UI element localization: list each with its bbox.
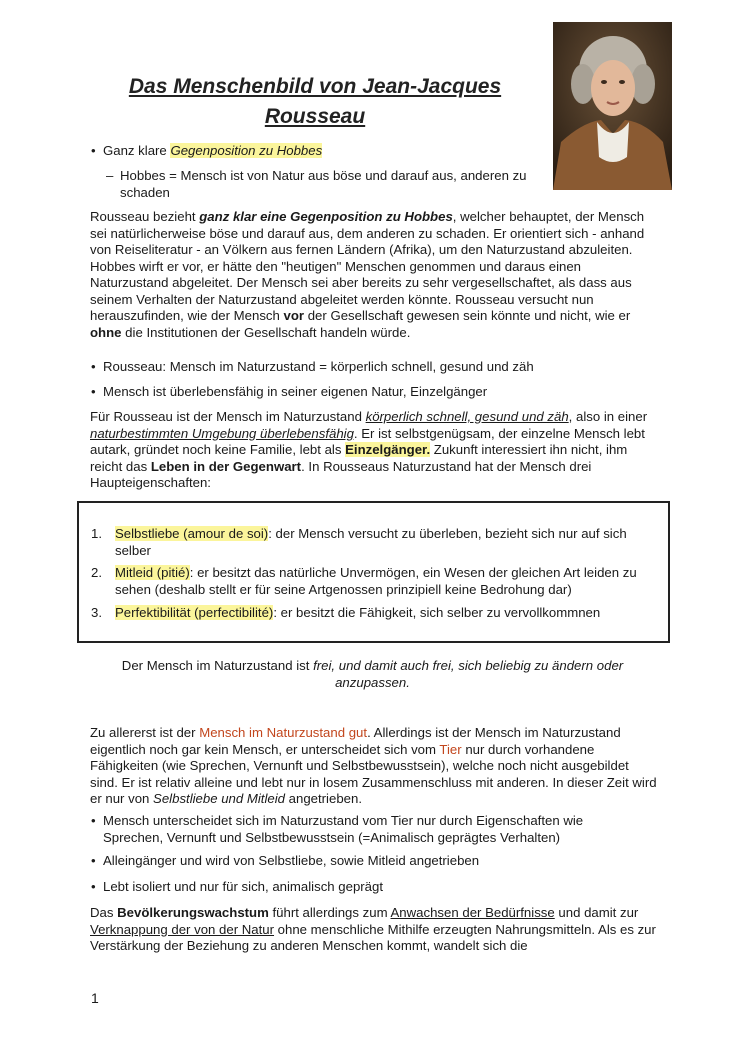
bullet-dot-icon: • [91, 359, 96, 374]
title-line-1: Das Menschenbild von Jean-Jacques [128, 75, 502, 98]
bullet-item: • Ganz klare Gegenposition zu Hobbes [91, 143, 323, 158]
highlight: Gegenposition zu Hobbes [170, 143, 323, 158]
paragraph-1: Rousseau bezieht ganz klar eine Gegenposition zu Hobbes, welcher behauptet, der Mensch sei natürlicherweise böse und darauf aus, dem anderen zu schaden. Er orientiert sich - anhand von Reiseliteratur - an Völkern aus fernen Ländern (Afrika), um den Naturzustand abzuleiten. Hobbes wirft er vor, er hätte den "heutigen" Menschen genommen und daraus einen Naturzustand abgeleitet. Der Mensch sei aber bereits zu sehr vergesellschaftet, als dass aus seinem Verhalten der Naturzustand abgeleitet werden könnte. Rousseau versucht nun herauszufinden, wie der Mensch vor der Gesellschaft gewesen sein könnte und nicht, wie er ohne die Institutionen der Gesellschaft handeln würde. [90, 209, 645, 340]
paragraph-3: Zu allererst ist der Mensch im Naturzustand gut. Allerdings ist der Mensch im Naturzustand eigentlich noch gar kein Mensch, er unterscheidet sich vom Tier nur durch vorhandene Fähigkeiten (wie Sprechen, Vernunft und Selbstbewusstsein), welche noch nicht ausgebildet sind. Er ist relativ alleine und lebt nur in losem Zusammenschluss mit anderen. In dieser Zeit wird er nur von Selbstliebe und Mitleid angetrieben. [90, 725, 657, 806]
sub-bullet-item: – Hobbes = Mensch ist von Natur aus böse und darauf aus, anderen zu schaden [106, 168, 527, 200]
bullet-dot-icon: • [91, 879, 96, 894]
list-item: 3. Perfektibilität (perfectibilité): er besitzt die Fähigkeit, sich selber zu vervollkommnen [91, 605, 601, 620]
bullet-item: • Mensch unterscheidet sich im Naturzustand vom Tier nur durch Eigenschaften wie Sprechen, Vernunft und Selbstbewusstsein (=Animalisch geprägtes Verhalten) [91, 813, 584, 845]
title-line-2: Rousseau [264, 105, 366, 128]
paragraph-4: Das Bevölkerungswachstum führt allerdings zum Anwachsen der Bedürfnisse und damit zur Verknappung der von der Natur ohne menschliche Mithilfe erzeugten Nahrungsmitteln. Als es zur Verstärkung der Beziehung zu anderen Menschen kommt, wandelt sich die [90, 905, 656, 953]
bullet-dot-icon: • [91, 853, 96, 868]
bullet-item: • Lebt isoliert und nur für sich, animalisch geprägt [91, 879, 384, 894]
rousseau-portrait [553, 22, 672, 190]
list-item: 1. Selbstliebe (amour de soi): der Mensch versucht zu überleben, bezieht sich nur auf sich selber [91, 526, 627, 558]
list-item: 2. Mitleid (pitié): er besitzt das natürliche Unvermögen, ein Wesen der gleichen Art leiden zu sehen (deshalb stellt er für seine Artgenossen prinzipiell keine Bedrohung dar) [91, 565, 637, 597]
bullet-item: • Alleingänger und wird von Selbstliebe, sowie Mitleid angetrieben [91, 853, 480, 868]
bullet-item: • Rousseau: Mensch im Naturzustand = körperlich schnell, gesund und zäh [91, 359, 534, 374]
dash-icon: – [106, 168, 114, 183]
bullet-dot-icon: • [91, 384, 96, 399]
bullet-dot-icon: • [91, 143, 96, 158]
page-number: 1 [91, 990, 99, 1006]
page-title [90, 72, 540, 132]
bullet-item: • Mensch ist überlebensfähig in seiner eigenen Natur, Einzelgänger [91, 384, 488, 399]
properties-box [77, 501, 670, 643]
centered-statement: Der Mensch im Naturzustand ist frei, und damit auch frei, sich beliebig zu ändern oder anzupassen. [121, 658, 624, 690]
portrait-image [553, 22, 672, 190]
paragraph-2: Für Rousseau ist der Mensch im Naturzustand körperlich schnell, gesund und zäh, also in einer naturbestimmten Umgebung überlebensfähig. Er ist selbstgenügsam, der einzelne Mensch lebt autark, gründet noch keine Familie, lebt als Einzelgänger. Zukunft interessiert ihn nicht, ihm reicht das Leben in der Gegenwart. In Rousseaus Naturzustand hat der Mensch drei Haupteigenschaften: [90, 409, 648, 490]
bullet-dot-icon: • [91, 813, 96, 828]
